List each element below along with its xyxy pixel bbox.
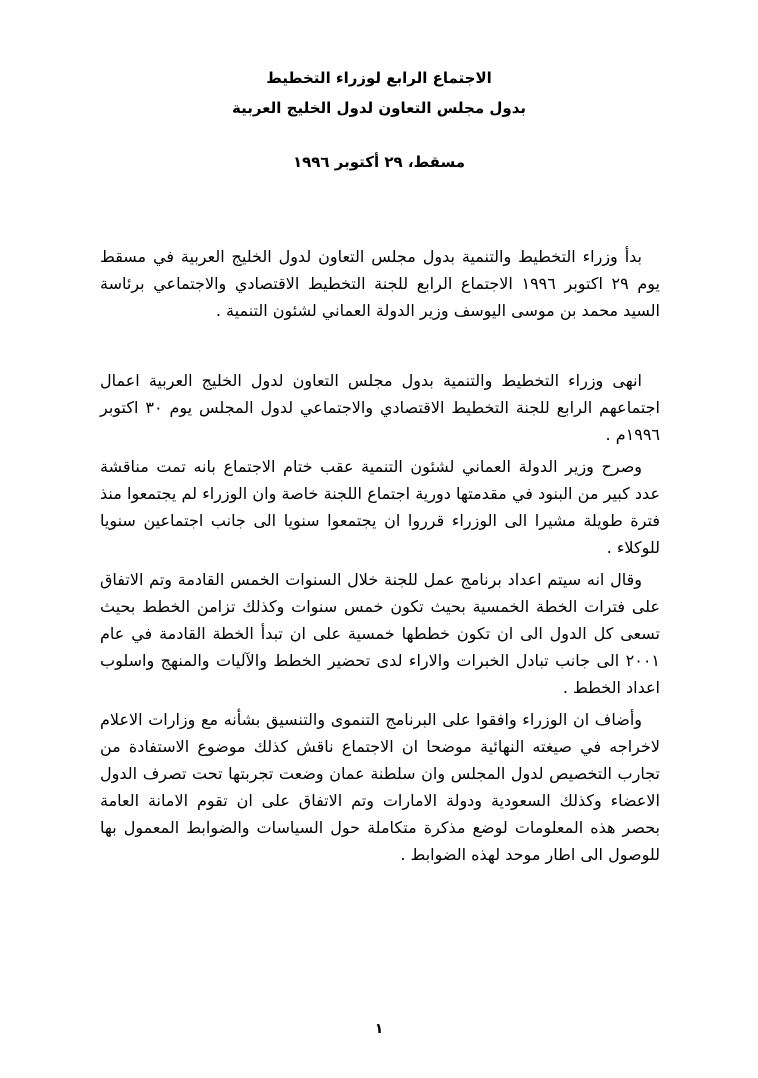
body-paragraph: بدأ وزراء التخطيط والتنمية بدول مجلس التعاون لدول الخليج العربية في مسقط يوم ٢٩ اكتوبر ١٩٩٦ الاجتماع الرابع للجنة التخطيط الاقتصادي والاجتماعي برئاسة السيد محمد بن موسى اليوسف وزير الدولة العماني لشئون التنمية .	[100, 247, 660, 320]
page-footer	[0, 1016, 758, 1043]
document-title-line-1: الاجتماع الرابع لوزراء التخطيط	[266, 69, 492, 87]
document-body	[100, 243, 660, 868]
body-paragraph: انهى وزراء التخطيط والتنمية بدول مجلس التعاون لدول الخليج العربية اعمال اجتماعهم الرابع للجنة التخطيط الاقتصادي والاجتماعي لدول المجلس يوم ٣٠ اكتوبر ١٩٩٦م .	[100, 371, 661, 444]
body-paragraph: وأضاف ان الوزراء وافقوا على البرنامج التنموى والتنسيق بشأنه مع وزارات الاعلام لاخراجه في صيغته النهائية موضحا ان الاجتماع ناقش كذلك موضوع الاستفادة من تجارب التخصيص لدول المجلس وان سلطنة عمان وضعت تجربتها تحت تصرف الدول الاعضاء وكذلك السعودية ودولة الامارات وتم الاتفاق على ان تقوم الامانة العامة بحصر هذه المعلومات لوضع مذكرة متكاملة حول السياسات والضوابط المعمول بها للوصول الى اطار موحد لهذه الضوابط .	[100, 710, 660, 864]
document-header	[0, 0, 758, 177]
body-paragraph: وقال انه سيتم اعداد برنامج عمل للجنة خلال السنوات الخمس القادمة وتم الاتفاق على فترات الخطة الخمسية بحيث تكون خمس سنوات وكذلك تزامن الخطط بحيث تسعى كل الدول الى ان تكون خططها خمسية على ان تبدأ الخطة القادمة في عام ٢٠٠١ الى جانب تبادل الخبرات والاراء لدى تحضير الخطط والآليات والمنهج واسلوب اعداد الخطط .	[100, 570, 660, 697]
body-paragraph: وصرح وزير الدولة العماني لشئون التنمية عقب ختام الاجتماع بانه تمت مناقشة عدد كبير من البنود في مقدمتها دورية اجتماع اللجنة خاصة وان الوزراء لم يجتمعوا منذ فترة طويلة مشيرا الى الوزراء قرروا ان يجتمعوا سنويا الى جانب اجتماعين سنويا للوكلاء .	[100, 457, 660, 557]
document-title-line-2: بدول مجلس التعاون لدول الخليج العربية	[232, 99, 526, 117]
page-number: ١	[374, 1021, 384, 1037]
document-date-line: مسقط، ٢٩ أكتوبر ١٩٩٦	[292, 153, 466, 171]
